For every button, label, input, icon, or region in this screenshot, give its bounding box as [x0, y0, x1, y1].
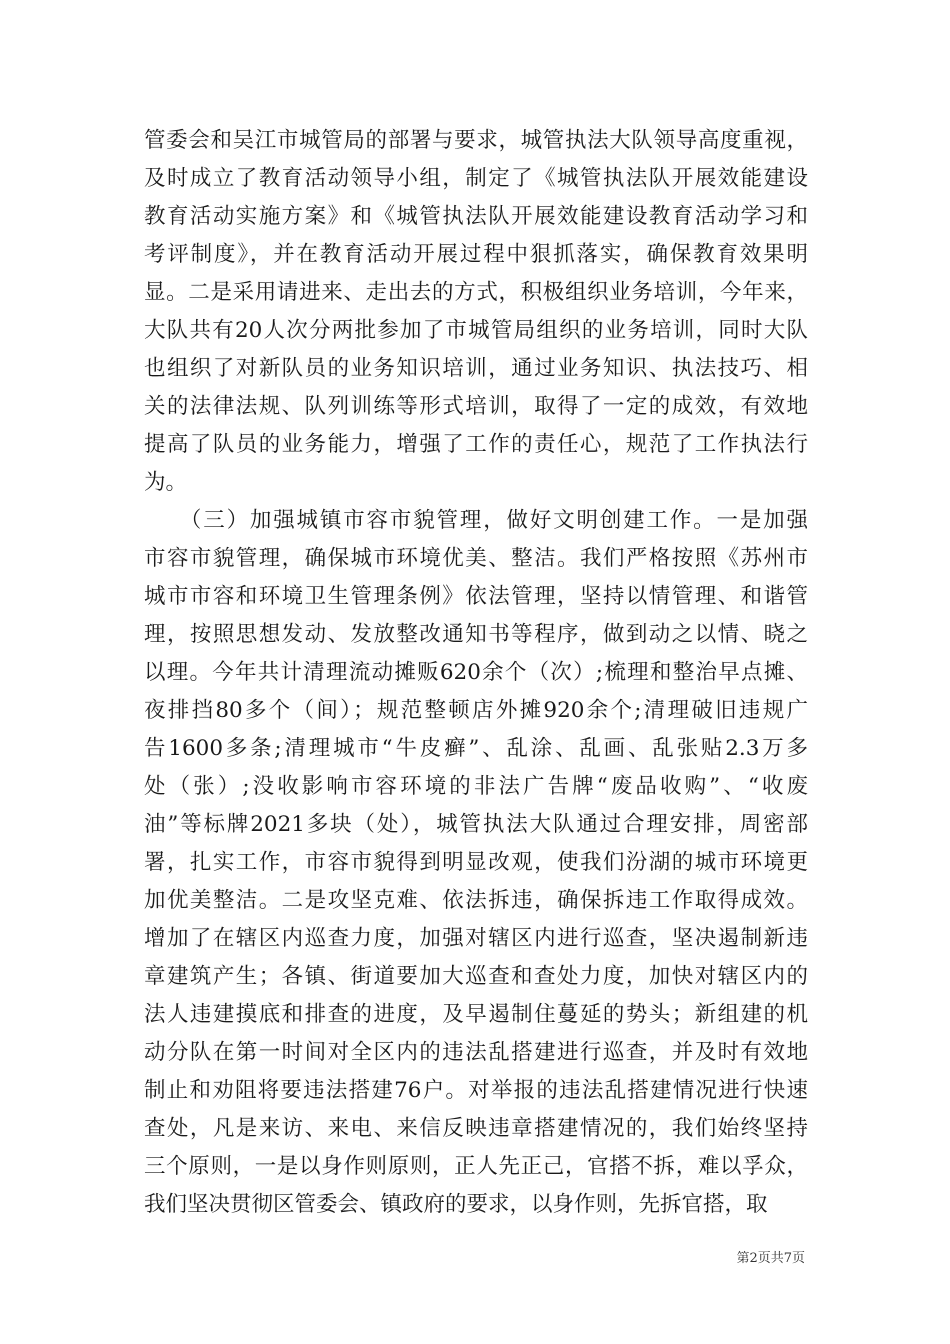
text-line: （三）加强城镇市容市貌管理，做好文明创建工作。一是加强 — [144, 508, 808, 533]
text-line: 查处，凡是来访、来电、来信反映违章搭建情况的，我们始终坚持 — [144, 1116, 808, 1141]
document-body — [144, 122, 808, 1224]
text-line: 夜排挡80多个（间）；规范整顿店外摊920余个;清理破旧违规广 — [144, 698, 808, 723]
text-line: 市容市貌管理，确保城市环境优美、整洁。我们严格按照《苏州市 — [144, 546, 808, 571]
text-line: 理，按照思想发动、发放整改通知书等程序，做到动之以情、晓之 — [144, 622, 808, 647]
text-line: 章建筑产生；各镇、街道要加大巡查和查处力度，加快对辖区内的 — [144, 964, 808, 989]
text-line: 以理。今年共计清理流动摊贩620余个（次）;梳理和整治早点摊、 — [144, 660, 808, 685]
text-line: 大队共有20人次分两批参加了市城管局组织的业务培训，同时大队 — [144, 318, 808, 343]
text-line: 及时成立了教育活动领导小组，制定了《城管执法队开展效能建设 — [144, 166, 808, 191]
text-line: 关的法律法规、队列训练等形式培训，取得了一定的成效，有效地 — [144, 394, 808, 419]
text-line: 三个原则，一是以身作则原则，正人先正己，官搭不拆，难以孚众， — [144, 1154, 808, 1179]
text-line: 考评制度》，并在教育活动开展过程中狠抓落实，确保教育效果明 — [144, 242, 808, 267]
text-line: 动分队在第一时间对全区内的违法乱搭建进行巡查，并及时有效地 — [144, 1040, 808, 1065]
text-line: 加优美整洁。二是攻坚克难、依法拆违，确保拆违工作取得成效。 — [144, 888, 808, 913]
text-line: 告1600多条;清理城市“牛皮癣”、乱涂、乱画、乱张贴2.3万多 — [144, 736, 808, 761]
page-number-footer: 第2页共7页 — [736, 1251, 805, 1266]
text-line: 油”等标牌2021多块（处），城管执法大队通过合理安排，周密部 — [144, 812, 808, 837]
text-line: 城市市容和环境卫生管理条例》依法管理，坚持以情管理、和谐管 — [144, 584, 808, 609]
text-line: 管委会和吴江市城管局的部署与要求，城管执法大队领导高度重视， — [144, 128, 808, 153]
text-line: 法人违建摸底和排查的进度，及早遏制住蔓延的势头；新组建的机 — [144, 1002, 808, 1027]
text-line: 我们坚决贯彻区管委会、镇政府的要求，以身作则，先拆官搭，取 — [144, 1192, 768, 1217]
text-line: 显。二是采用请进来、走出去的方式，积极组织业务培训，今年来， — [144, 280, 808, 305]
text-line: 处（张）;没收影响市容环境的非法广告牌“废品收购”、“收废 — [144, 774, 808, 799]
text-line: 提高了队员的业务能力，增强了工作的责任心，规范了工作执法行 — [144, 432, 808, 457]
text-line: 署，扎实工作，市容市貌得到明显改观，使我们汾湖的城市环境更 — [144, 850, 808, 875]
text-line: 也组织了对新队员的业务知识培训，通过业务知识、执法技巧、相 — [144, 356, 808, 381]
text-line: 为。 — [144, 470, 188, 495]
text-line: 制止和劝阻将要违法搭建76户。对举报的违法乱搭建情况进行快速 — [144, 1078, 808, 1103]
text-line: 教育活动实施方案》和《城管执法队开展效能建设教育活动学习和 — [144, 204, 808, 229]
text-line: 增加了在辖区内巡查力度，加强对辖区内进行巡查，坚决遏制新违 — [144, 926, 808, 951]
